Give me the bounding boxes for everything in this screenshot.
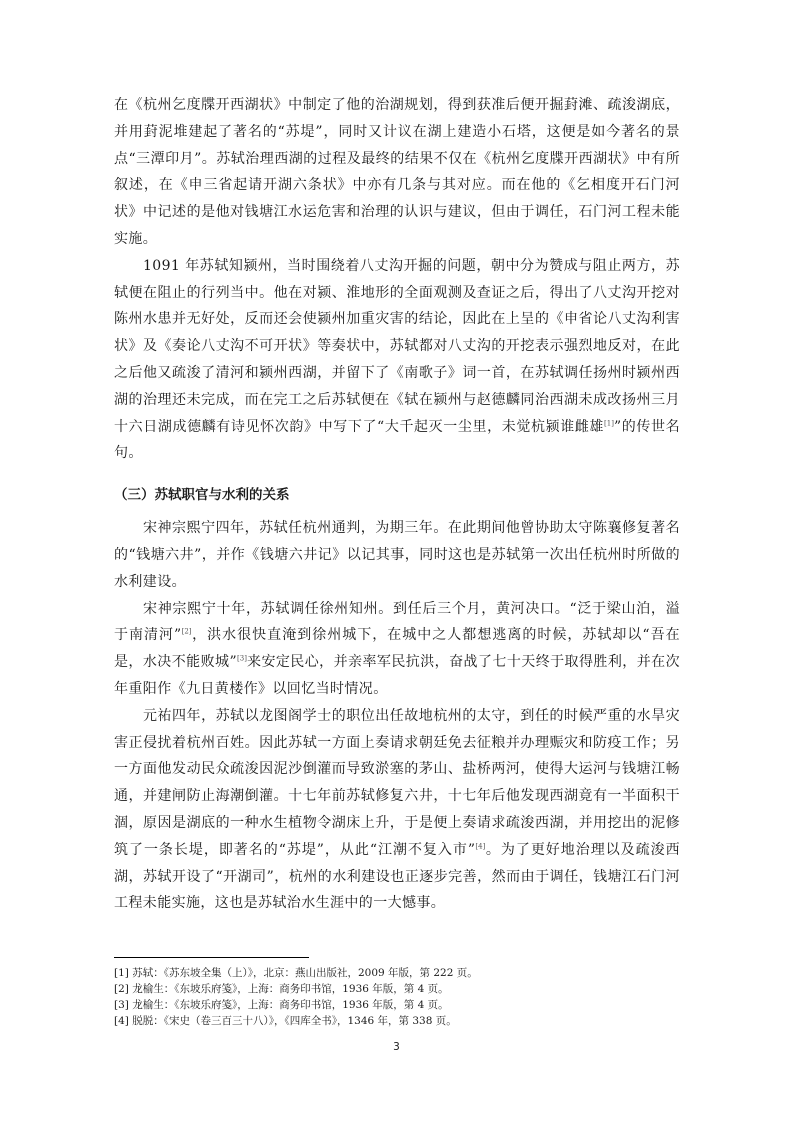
paragraph-text: 。为了更好地治理以及疏浚西湖，苏轼开设了“开湖司”，杭州的水利建设也正逐步完善，然而由于调任，钱塘江石门河工程未能实施，这也是苏轼治水生涯中的一大憾事。 <box>114 841 681 912</box>
paragraph-text: 宋神宗熙宁十年，苏轼调任徐州知州。到任后三个月，黄河决口。“泛于梁山泊，溢于南清河” <box>114 600 680 644</box>
footnote: [4] 脱脱：《宋史（卷三百三十八）》，《四库全书》，1346 年，第 338 页。 <box>114 1015 457 1027</box>
paragraph <box>114 515 680 595</box>
footnote-ref: [4] <box>475 842 486 851</box>
paragraph-text: 宋神宗熙宁四年，苏轼任杭州通判，为期三年。在此期间他曾协助太守陈襄修复著名的“钱塘六井”，并作《钱塘六井记》以记其事，同时这也是苏轼第一次出任杭州时所做的水利建设。 <box>114 520 680 590</box>
body-paragraphs-before-heading <box>114 92 680 467</box>
page-number: 3 <box>393 1041 400 1053</box>
paragraph-text: ”的传世名句。 <box>114 418 680 462</box>
paragraph <box>114 253 680 467</box>
paragraph-text: 元祐四年，苏轼以龙图阁学士的职位出任故地杭州的太守，到任的时候严重的水旱灾害正侵扰着杭州百姓。因此苏轼一方面上奏请求朝廷免去征粮并办理赈灾和防疫工作；另一方面他发动民众疏浚因泥沙倒灌而导致淤塞的茅山、盐桥两河，使得大运河与钱塘江畅通，并建闸防止海潮倒灌。十七年前苏轼修复六井，十七年后他发现西湖竟有一半面积干涸，原因是湖底的一种水生植物令湖床上升，于是便上奏请求疏浚西湖，并用挖出的泥修筑了一条长堤，即著名的“苏堤”，从此“江潮不复入市” <box>114 707 680 858</box>
paragraph <box>114 596 680 703</box>
section-heading: （三）苏轼职官与水利的关系 <box>114 487 290 504</box>
paragraph-text: 1091 年苏轼知颍州，当时围绕着八丈沟开掘的问题，朝中分为赞成与阻止两方，苏轼便在阻止的行列当中。他在对颍、淮地形的全面观测及查证之后，得出了八丈沟开挖对陈州水患并无好处，反而还会使颍州加重灾害的结论，因此在上呈的《申省论八丈沟利害状》及《奏论八丈沟不可开状》等奏状中，苏轼都对八丈沟的开挖表示强烈地反对，在此之后他又疏浚了清河和颍州西湖，并留下了《南歌子》词一首，在苏轼调任扬州时颍州西湖的治理还未完成，而在完工之后苏轼便在《轼在颍州与赵德麟同治西湖未成改扬州三月十六日湖成德麟有诗见怀次韵》中写下了“大千起灭一尘里，未觉杭颍谁雌雄 <box>114 257 680 435</box>
paragraph <box>114 92 680 253</box>
footnotes <box>114 965 680 1029</box>
paragraph-text: 在《杭州乞度牒开西湖状》中制定了他的治湖规划，得到获准后便开掘葑滩、疏浚湖底，并用葑泥堆建起了著名的“苏堤”，同时又计议在湖上建造小石塔，这便是如今著名的景点“三潭印月”。苏轼治理西湖的过程及最终的结果不仅在《杭州乞度牒开西湖状》中有所叙述，在《申三省起请开湖六条状》中亦有几条与其对应。而在他的《乞相度开石门河状》中记述的是他对钱塘江水运危害和治理的认识与建议，但由于调任，石门河工程未能实施。 <box>114 97 680 247</box>
footnote-ref: [3] <box>237 654 247 663</box>
paragraph-text: ，洪水很快直淹到徐州城下，在城中之人都想逃离的时候，苏轼却以“吾在是，水决不能败城” <box>114 627 680 671</box>
body-paragraphs-after-heading <box>114 515 680 917</box>
paragraph-text: 来安定民心，并亲率军民抗洪，奋战了七十天终于取得胜利，并在次年重阳作《九日黄楼作》以回忆当时情况。 <box>114 654 681 697</box>
footnote: [1] 苏轼：《苏东坡全集（上）》，北京：燕山出版社，2009 年版，第 222 页。 <box>114 967 478 979</box>
footnote-separator <box>114 957 309 958</box>
footnote: [2] 龙榆生：《东坡乐府笺》，上海：商务印书馆，1936 年版，第 4 页。 <box>114 983 449 995</box>
footnote-ref: [2] <box>181 627 192 636</box>
document-body <box>114 92 680 917</box>
footnote-ref: [1] <box>604 418 614 427</box>
paragraph <box>114 703 680 917</box>
footnote: [3] 龙榆生：《东坡乐府笺》，上海：商务印书馆，1936 年版，第 4 页。 <box>114 999 449 1011</box>
